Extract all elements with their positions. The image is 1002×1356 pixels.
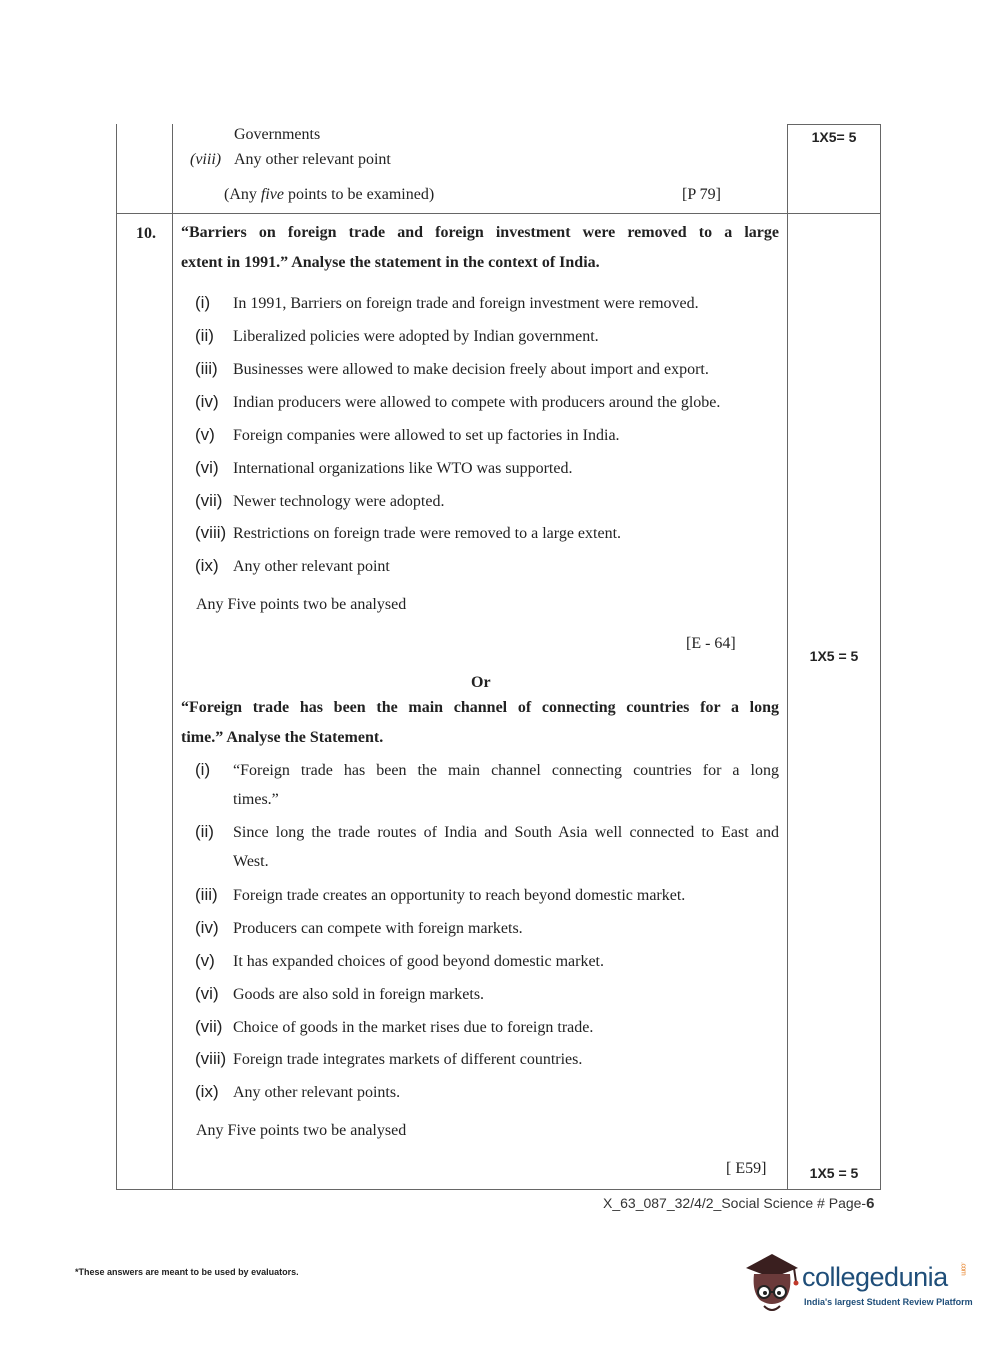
prev-viii-text: Any other relevant point [234, 151, 391, 168]
answer-point-text: In 1991, Barriers on foreign trade and foreign investment were removed. [233, 295, 699, 312]
alt-answer-point-number: (vi) [195, 984, 219, 1003]
answer-point-text: Newer technology were adopted. [233, 493, 445, 510]
table-right-border [880, 124, 881, 1190]
page-label [603, 1194, 874, 1213]
answer-point-number: (iii) [195, 359, 218, 378]
page-label-text: X_63_087_32/4/2_Social Science # Page- [603, 1195, 867, 1211]
prev-viii-number: (viii) [190, 151, 222, 168]
question-number: 10. [136, 225, 156, 242]
answer-point-text: Restrictions on foreign trade were removed to a large extent. [233, 525, 622, 542]
table-top-border-marks [787, 124, 881, 125]
alt-answer-point-continuation: times.” [233, 791, 279, 808]
alt-answer-point-number: (ii) [195, 822, 214, 841]
alt-answer-point-text: Producers can compete with foreign markets. [233, 920, 523, 937]
answer-point-number: (iv) [195, 392, 219, 411]
alt-answer-point-continuation: West. [233, 853, 269, 870]
answer-point-number: (vi) [195, 458, 219, 477]
prev-reference: [P 79] [682, 186, 721, 203]
alt-answer-point-number: (vii) [195, 1017, 223, 1036]
answer-reference: [E - 64] [686, 635, 736, 652]
alt-answer-point-number: (iv) [195, 918, 219, 937]
table-bottom-border [116, 1189, 881, 1190]
answer-point-text: Liberalized policies were adopted by Indian government. [233, 328, 599, 345]
answer-point-number: (ix) [195, 556, 219, 575]
table-divider-number [172, 124, 173, 1190]
answer-marks: 1X5 = 5 [809, 648, 859, 664]
prev-governments: Governments [234, 126, 321, 143]
brand-logo [742, 1248, 972, 1318]
or-separator: Or [471, 674, 491, 691]
alt-answer-point-text: Goods are also sold in foreign markets. [233, 986, 485, 1003]
alt-answer-point-number: (iii) [195, 885, 218, 904]
table-left-border [116, 124, 117, 1190]
alt-answer-point-number: (viii) [195, 1049, 227, 1068]
examined-pre: (Any [224, 186, 261, 203]
alt-question-text-line2: time.” Analyse the Statement. [181, 729, 384, 746]
alt-answer-point-text: Foreign trade integrates markets of different countries. [233, 1051, 583, 1068]
alt-answer-point-text: Any other relevant points. [233, 1084, 401, 1101]
alt-answer-point-number: (v) [195, 951, 215, 970]
answer-note: Any Five points two be analysed [196, 596, 407, 613]
brand-tagline: India's largest Student Review Platform [804, 1297, 973, 1307]
mascot-icon [742, 1248, 800, 1318]
disclaimer: *These answers are meant to be used by evaluators. [75, 1267, 299, 1277]
page-number: 6 [866, 1195, 875, 1212]
alt-answer-point-text: Since long the trade routes of India and South Asia well connected to East and [233, 824, 779, 841]
alt-answer-point-text: “Foreign trade has been the main channel connecting countries for a long [233, 762, 779, 779]
answer-point-text: Any other relevant point [233, 558, 390, 575]
brand-name [802, 1262, 978, 1292]
answer-point-text: Indian producers were allowed to compete with producers around the globe. [233, 394, 721, 411]
prev-marks: 1X5= 5 [811, 129, 857, 145]
examined-em: five [260, 186, 284, 203]
brand-suffix: .com [959, 1262, 967, 1276]
examined-post: points to be examined) [283, 186, 435, 203]
alt-question-text-line1: “Foreign trade has been the main channel of connecting countries for a long [181, 699, 779, 716]
prev-examined-note [224, 185, 434, 205]
answer-point-number: (i) [195, 293, 211, 312]
alt-answer-reference: [ E59] [726, 1160, 767, 1177]
alt-answer-note: Any Five points two be analysed [196, 1122, 407, 1139]
answer-point-number: (viii) [195, 523, 227, 542]
answer-point-number: (ii) [195, 326, 214, 345]
answer-point-text: International organizations like WTO was supported. [233, 460, 573, 477]
alt-answer-point-text: Foreign trade creates an opportunity to reach beyond domestic market. [233, 887, 686, 904]
brand-name-text: collegedunia [802, 1262, 948, 1292]
answer-point-number: (vii) [195, 491, 223, 510]
alt-answer-point-number: (ix) [195, 1082, 219, 1101]
answer-point-text: Businesses were allowed to make decision freely about import and export. [233, 361, 709, 378]
alt-answer-point-text: It has expanded choices of good beyond domestic market. [233, 953, 604, 970]
alt-answer-point-text: Choice of goods in the market rises due to foreign trade. [233, 1019, 594, 1036]
alt-answer-marks: 1X5 = 5 [809, 1165, 859, 1181]
answer-point-number: (v) [195, 425, 215, 444]
answer-point-text: Foreign companies were allowed to set up factories in India. [233, 427, 620, 444]
question-text-line1: “Barriers on foreign trade and foreign investment were removed to a large [181, 224, 779, 241]
table-row-divider [116, 213, 881, 214]
question-text-line2: extent in 1991.” Analyse the statement in the context of India. [181, 254, 600, 271]
alt-answer-point-number: (i) [195, 760, 211, 779]
